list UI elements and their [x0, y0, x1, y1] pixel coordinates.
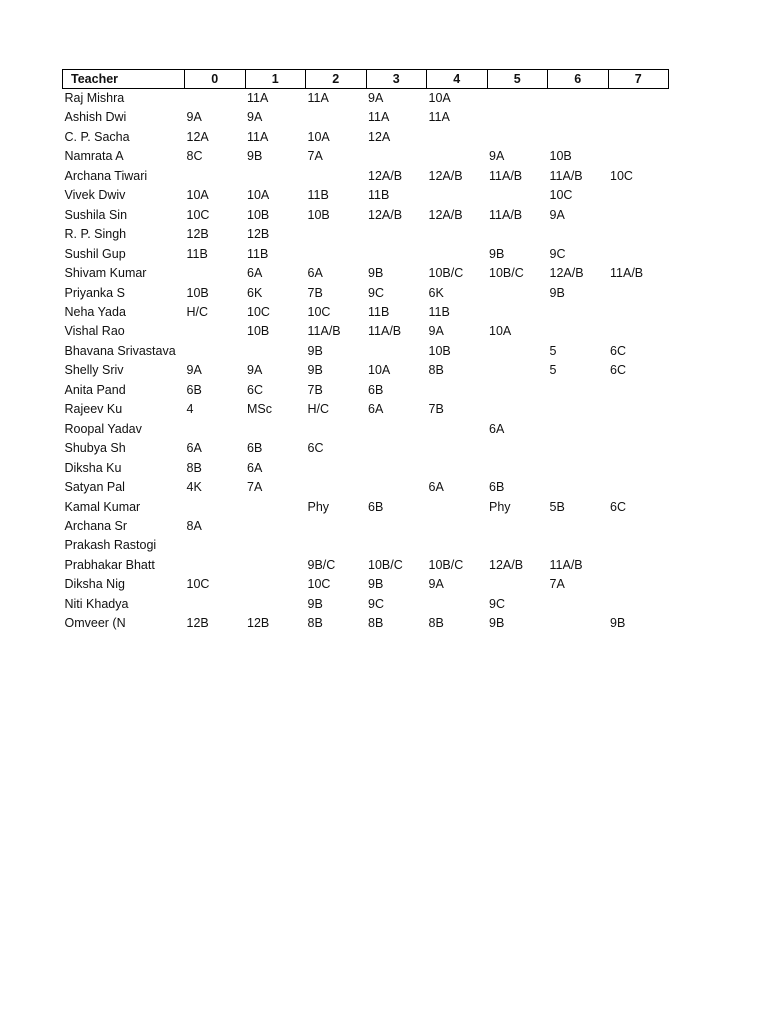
table-row: [63, 245, 669, 264]
period-0-cell: 8A: [186, 518, 202, 533]
teacher-name-cell: Roopal Yadav: [64, 421, 142, 436]
period-2-cell: 6A: [307, 266, 323, 281]
period-7-cell: [608, 89, 669, 109]
period-7-cell: [608, 147, 669, 166]
period-0-cell: [185, 420, 246, 439]
teacher-name-cell: R. P. Singh: [64, 227, 127, 242]
header-period-2: 2: [306, 70, 367, 89]
period-2-cell: 7A: [307, 149, 323, 164]
period-2-cell: 11B: [307, 188, 329, 203]
period-5-cell: [487, 381, 548, 400]
period-0-cell: 10C: [186, 577, 210, 592]
teacher-name-cell: Neha Yada: [64, 304, 126, 319]
table-row: [63, 128, 669, 147]
period-5-cell: Phy: [489, 499, 511, 514]
period-3-cell: [366, 245, 427, 264]
period-2-cell: [306, 245, 367, 264]
period-2-cell: 10C: [307, 577, 331, 592]
table-row: [63, 89, 669, 109]
period-5-cell: 9A: [489, 149, 505, 164]
teacher-name-cell: Anita Pand: [64, 382, 126, 397]
period-1-cell: [245, 498, 306, 517]
period-6-cell: 11A/B: [549, 168, 583, 183]
period-6-cell: [548, 108, 609, 127]
period-0-cell: [185, 264, 246, 283]
period-1-cell: 12B: [247, 616, 270, 631]
period-2-cell: [306, 536, 367, 555]
period-0-cell: 8B: [186, 460, 202, 475]
period-4-cell: 10B/C: [428, 266, 464, 281]
period-0-cell: 8C: [186, 149, 203, 164]
header-period-0: 0: [185, 70, 246, 89]
table-body: [63, 89, 669, 634]
period-2-cell: 8B: [307, 616, 323, 631]
period-4-cell: [427, 439, 488, 458]
teacher-name-cell: Priyanka S: [64, 285, 125, 300]
period-3-cell: 12A/B: [368, 168, 403, 183]
header-period-3: 3: [366, 70, 427, 89]
period-2-cell: [306, 108, 367, 127]
period-3-cell: 9C: [368, 285, 384, 300]
period-5-cell: [487, 225, 548, 244]
period-6-cell: 7A: [549, 577, 565, 592]
period-3-cell: 6B: [368, 499, 384, 514]
period-4-cell: 7B: [428, 402, 444, 417]
period-6-cell: [548, 478, 609, 497]
period-7-cell: [608, 556, 669, 575]
table-row: [63, 459, 669, 478]
period-2-cell: 9B: [307, 596, 323, 611]
period-2-cell: Phy: [307, 499, 330, 514]
period-7-cell: 11A/B: [610, 266, 644, 281]
table-row: [63, 147, 669, 166]
period-1-cell: 11B: [247, 246, 269, 261]
period-7-cell: [608, 128, 669, 147]
period-6-cell: 11A/B: [549, 557, 583, 572]
period-5-cell: [487, 459, 548, 478]
header-period-5: 5: [487, 70, 548, 89]
table-row: [63, 498, 669, 517]
period-4-cell: [427, 381, 488, 400]
period-0-cell: [185, 536, 246, 555]
period-0-cell: [185, 89, 246, 109]
period-5-cell: [487, 89, 548, 109]
period-1-cell: 6A: [247, 266, 263, 281]
period-2-cell: 10C: [307, 304, 331, 319]
period-1-cell: 9A: [247, 363, 263, 378]
period-7-cell: [608, 439, 669, 458]
period-5-cell: 9C: [489, 596, 505, 611]
period-4-cell: [427, 498, 488, 517]
period-7-cell: [608, 245, 669, 264]
period-5-cell: [487, 439, 548, 458]
table-row: [63, 614, 669, 633]
period-1-cell: 11A: [247, 129, 269, 144]
table-row: [63, 225, 669, 244]
period-5-cell: [487, 186, 548, 205]
table-row: [63, 517, 669, 536]
period-5-cell: [487, 575, 548, 594]
timetable-sheet: [62, 69, 644, 634]
period-6-cell: 9A: [549, 207, 565, 222]
period-6-cell: [548, 420, 609, 439]
period-7-cell: [608, 322, 669, 341]
period-4-cell: [427, 595, 488, 614]
teacher-name-cell: Shivam Kumar: [64, 266, 147, 281]
period-6-cell: [548, 517, 609, 536]
period-3-cell: 8B: [368, 616, 384, 631]
period-7-cell: [608, 459, 669, 478]
period-6-cell: 12A/B: [549, 266, 584, 281]
teacher-name-cell: Bhavana Srivastava: [64, 343, 176, 358]
period-6-cell: [548, 322, 609, 341]
period-3-cell: [366, 459, 427, 478]
period-1-cell: 11A: [247, 91, 269, 105]
teacher-name-cell: Shubya Sh: [64, 441, 126, 456]
period-1-cell: 10B: [247, 324, 270, 339]
period-6-cell: 5B: [549, 499, 565, 514]
period-7-cell: 9B: [610, 616, 626, 631]
table-row: [63, 556, 669, 575]
period-1-cell: 7A: [247, 480, 263, 495]
period-3-cell: [366, 478, 427, 497]
period-7-cell: 10C: [610, 168, 633, 183]
period-3-cell: 9A: [368, 91, 384, 105]
period-6-cell: 9B: [549, 285, 565, 300]
period-4-cell: 6K: [428, 285, 444, 300]
period-6-cell: 10C: [549, 188, 573, 203]
period-1-cell: 10C: [247, 304, 270, 319]
table-row: [63, 284, 669, 303]
teacher-name-cell: Prabhakar Bhatt: [64, 557, 155, 572]
period-7-cell: [608, 536, 669, 555]
period-2-cell: [306, 420, 367, 439]
header-period-7: 7: [608, 70, 669, 89]
period-6-cell: 5: [549, 363, 557, 378]
table-row: [63, 361, 669, 380]
table-row: [63, 536, 669, 555]
period-5-cell: [487, 400, 548, 419]
period-3-cell: 12A/B: [368, 207, 403, 222]
period-0-cell: [185, 498, 246, 517]
period-0-cell: [185, 556, 246, 575]
header-period-6: 6: [548, 70, 609, 89]
period-2-cell: 11A: [307, 91, 329, 105]
period-4-cell: 12A/B: [428, 207, 463, 222]
period-0-cell: [185, 595, 246, 614]
period-1-cell: 10A: [247, 188, 270, 203]
period-2-cell: [306, 517, 367, 536]
period-7-cell: [608, 575, 669, 594]
period-3-cell: 12A: [368, 129, 391, 144]
period-3-cell: 11A: [368, 110, 390, 125]
period-3-cell: 6A: [368, 402, 384, 417]
period-0-cell: H/C: [186, 304, 209, 319]
teacher-name-cell: Archana Sr: [64, 518, 128, 533]
table-row: [63, 108, 669, 127]
period-1-cell: [245, 595, 306, 614]
period-1-cell: 6B: [247, 441, 263, 456]
table-row: [63, 478, 669, 497]
period-2-cell: 6C: [307, 441, 324, 456]
period-5-cell: 6A: [489, 421, 505, 436]
period-0-cell: 4K: [186, 480, 202, 495]
teacher-name-cell: Namrata A: [64, 149, 124, 164]
period-4-cell: 12A/B: [428, 168, 463, 183]
period-1-cell: [245, 575, 306, 594]
period-6-cell: [548, 128, 609, 147]
period-4-cell: [427, 128, 488, 147]
period-4-cell: 11B: [428, 304, 450, 319]
period-0-cell: 4: [186, 402, 194, 417]
period-5-cell: 6B: [489, 480, 505, 495]
period-3-cell: [366, 342, 427, 361]
period-3-cell: [366, 225, 427, 244]
teacher-name-cell: Vivek Dwiv: [64, 188, 126, 203]
period-3-cell: 6B: [368, 382, 384, 397]
period-4-cell: 8B: [428, 363, 444, 378]
teacher-name-cell: Satyan Pal: [64, 480, 125, 495]
teacher-name-cell: Omveer (N: [64, 616, 126, 631]
timetable-table: [62, 69, 669, 634]
period-0-cell: 10C: [186, 207, 210, 222]
period-4-cell: [427, 245, 488, 264]
period-1-cell: [245, 167, 306, 186]
period-4-cell: [427, 420, 488, 439]
period-1-cell: [245, 556, 306, 575]
period-0-cell: 6A: [186, 441, 202, 456]
period-2-cell: 7B: [307, 382, 323, 397]
table-row: [63, 400, 669, 419]
period-1-cell: 6A: [247, 460, 263, 475]
period-2-cell: [306, 167, 367, 186]
period-2-cell: 10A: [307, 129, 330, 144]
period-2-cell: 11A/B: [307, 324, 341, 339]
period-5-cell: [487, 361, 548, 380]
period-2-cell: [306, 225, 367, 244]
header-row: [63, 70, 669, 89]
period-3-cell: [366, 147, 427, 166]
teacher-name-cell: Rajeev Ku: [64, 402, 123, 417]
period-3-cell: 9B: [368, 266, 384, 281]
period-7-cell: [608, 186, 669, 205]
header-period-4: 4: [427, 70, 488, 89]
period-0-cell: 11B: [186, 246, 208, 261]
period-0-cell: 9A: [186, 363, 202, 378]
period-2-cell: 9B: [307, 363, 323, 378]
teacher-name-cell: Ashish Dwi: [64, 110, 127, 125]
period-6-cell: [548, 303, 609, 322]
table-row: [63, 264, 669, 283]
period-3-cell: 11B: [368, 304, 390, 319]
period-7-cell: 6C: [610, 363, 626, 378]
period-4-cell: [427, 517, 488, 536]
table-row: [63, 322, 669, 341]
period-7-cell: [608, 420, 669, 439]
table-row: [63, 381, 669, 400]
teacher-name-cell: Sushil Gup: [64, 246, 126, 261]
period-0-cell: 12A: [186, 129, 209, 144]
period-4-cell: [427, 459, 488, 478]
period-5-cell: [487, 128, 548, 147]
period-0-cell: [185, 322, 246, 341]
period-7-cell: 6C: [610, 343, 626, 358]
period-7-cell: [608, 381, 669, 400]
period-1-cell: 10B: [247, 207, 270, 222]
table-row: [63, 167, 669, 186]
period-5-cell: 9B: [489, 616, 505, 631]
period-1-cell: 9B: [247, 149, 263, 164]
teacher-name-cell: Diksha Nig: [64, 577, 125, 592]
period-3-cell: 11B: [368, 188, 390, 203]
period-2-cell: 10B: [307, 207, 330, 222]
period-3-cell: 10B/C: [368, 557, 403, 572]
period-0-cell: 12B: [186, 227, 209, 242]
period-0-cell: 10B: [186, 285, 209, 300]
period-6-cell: [548, 595, 609, 614]
teacher-name-cell: Niti Khadya: [64, 596, 129, 611]
period-3-cell: [366, 439, 427, 458]
teacher-name-cell: Sushila Sin: [64, 207, 128, 222]
period-1-cell: 12B: [247, 227, 270, 242]
period-1-cell: MSc: [247, 402, 272, 417]
period-7-cell: [608, 108, 669, 127]
table-row: [63, 303, 669, 322]
period-2-cell: 7B: [307, 285, 323, 300]
period-6-cell: [548, 381, 609, 400]
period-0-cell: 6B: [186, 382, 202, 397]
period-7-cell: [608, 517, 669, 536]
header-period-1: 1: [245, 70, 306, 89]
period-5-cell: 10A: [489, 324, 512, 339]
period-6-cell: [548, 225, 609, 244]
period-3-cell: 10A: [368, 363, 391, 378]
period-4-cell: [427, 225, 488, 244]
period-0-cell: 9A: [186, 110, 202, 125]
period-1-cell: [245, 342, 306, 361]
period-0-cell: [185, 167, 246, 186]
period-7-cell: [608, 400, 669, 419]
period-4-cell: 10B: [428, 343, 451, 358]
period-4-cell: 6A: [428, 480, 444, 495]
table-row: [63, 575, 669, 594]
teacher-name-cell: Shelly Sriv: [64, 363, 124, 378]
period-4-cell: 9A: [428, 324, 444, 339]
period-1-cell: [245, 536, 306, 555]
period-5-cell: [487, 108, 548, 127]
period-5-cell: 11A/B: [489, 207, 523, 222]
teacher-name-cell: Raj Mishra: [64, 91, 125, 105]
period-1-cell: 9A: [247, 110, 263, 125]
teacher-name-cell: C. P. Sacha: [64, 129, 130, 144]
teacher-name-cell: Kamal Kumar: [64, 499, 141, 514]
teacher-name-cell: Prakash Rastogi: [64, 538, 157, 553]
period-2-cell: [306, 478, 367, 497]
teacher-name-cell: Archana Tiwari: [64, 168, 148, 183]
period-6-cell: 10B: [549, 149, 572, 164]
period-1-cell: 6C: [247, 382, 263, 397]
period-3-cell: 11A/B: [368, 324, 402, 339]
period-3-cell: [366, 517, 427, 536]
period-4-cell: 10B/C: [428, 557, 464, 572]
table-row: [63, 595, 669, 614]
period-1-cell: [245, 420, 306, 439]
period-5-cell: 10B/C: [489, 266, 524, 281]
table-header: [63, 70, 669, 89]
table-row: [63, 439, 669, 458]
period-6-cell: [548, 439, 609, 458]
period-4-cell: 8B: [428, 616, 444, 631]
period-5-cell: 12A/B: [489, 557, 524, 572]
period-2-cell: 9B: [307, 343, 323, 358]
teacher-name-cell: Vishal Rao: [64, 324, 125, 339]
period-5-cell: 9B: [489, 246, 505, 261]
period-6-cell: 9C: [549, 246, 566, 261]
teacher-name-cell: Diksha Ku: [64, 460, 122, 475]
period-0-cell: 12B: [186, 616, 209, 631]
period-4-cell: [427, 536, 488, 555]
table-row: [63, 186, 669, 205]
period-3-cell: 9C: [368, 596, 384, 611]
period-4-cell: 10A: [428, 91, 451, 105]
table-row: [63, 206, 669, 225]
period-5-cell: [487, 342, 548, 361]
period-6-cell: [548, 536, 609, 555]
period-7-cell: [608, 284, 669, 303]
period-4-cell: [427, 186, 488, 205]
period-1-cell: 6K: [247, 285, 263, 300]
period-1-cell: [245, 517, 306, 536]
period-3-cell: 9B: [368, 577, 384, 592]
period-6-cell: [548, 89, 609, 109]
period-5-cell: 11A/B: [489, 168, 523, 183]
period-4-cell: 11A: [428, 110, 450, 125]
header-teacher: Teacher: [63, 70, 185, 89]
period-3-cell: [366, 420, 427, 439]
period-4-cell: [427, 147, 488, 166]
period-7-cell: [608, 303, 669, 322]
period-7-cell: [608, 206, 669, 225]
table-row: [63, 342, 669, 361]
period-5-cell: [487, 284, 548, 303]
period-0-cell: 10A: [186, 188, 209, 203]
period-5-cell: [487, 536, 548, 555]
period-2-cell: [306, 459, 367, 478]
period-7-cell: 6C: [610, 499, 626, 514]
period-4-cell: 9A: [428, 577, 444, 592]
period-6-cell: [548, 459, 609, 478]
period-6-cell: [548, 400, 609, 419]
period-6-cell: 5: [549, 343, 557, 358]
period-3-cell: [366, 536, 427, 555]
period-6-cell: [548, 614, 609, 633]
period-5-cell: [487, 517, 548, 536]
period-7-cell: [608, 225, 669, 244]
period-5-cell: [487, 303, 548, 322]
period-2-cell: 9B/C: [307, 557, 336, 572]
table-row: [63, 420, 669, 439]
period-7-cell: [608, 595, 669, 614]
period-7-cell: [608, 478, 669, 497]
period-0-cell: [185, 342, 246, 361]
period-2-cell: H/C: [307, 402, 330, 417]
